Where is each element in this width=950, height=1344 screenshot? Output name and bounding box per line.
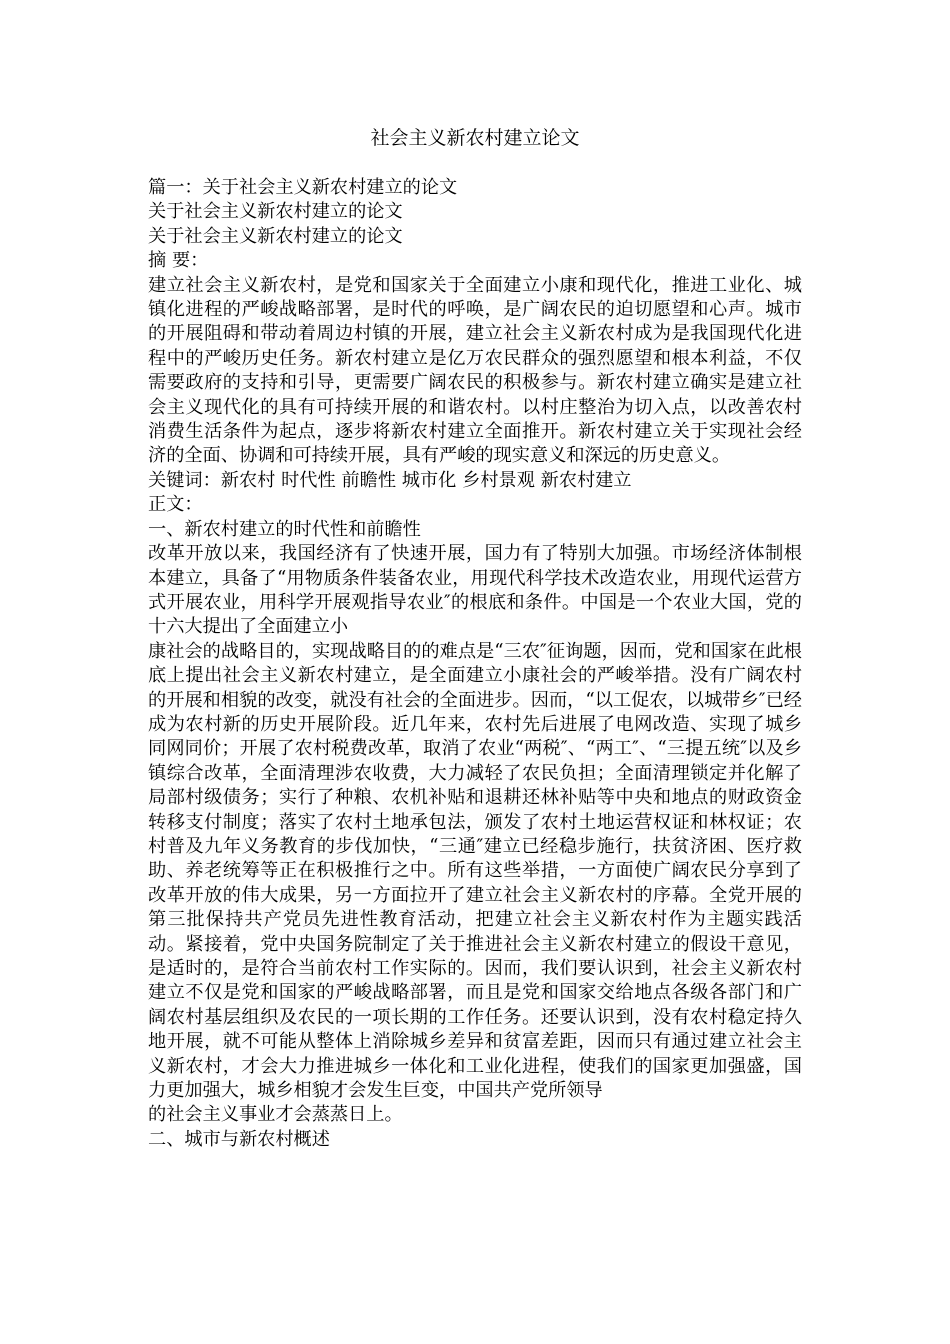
document-body: [148, 176, 802, 1152]
body-paragraph: 的社会主义事业才会蒸蒸日上。: [148, 1104, 403, 1126]
subtitle-line: 关于社会主义新农村建立的论文: [148, 225, 403, 247]
body-paragraph: 康社会的战略目的，实现战略目的的难点是“三农″征询题，因而，党和国家在此根底上提出社会主义新农村建立，是全面建立小康社会的严峻举措。没有广阔农村的开展和相貌的改变，就没有社会的全面进步。因而，“以工促农，以城带乡″已经成为农村新的历史开展阶段。近几年来，农村先后进展了电网改造、实现了城乡同网同价；开展了农村税费改革，取消了农业“两税″、“两工″、“三提五统″以及乡镇综合改革，全面清理涉农收费，大力减轻了农民负担；全面清理锁定并化解了局部村级债务；实行了种粮、农机补贴和退耕还林补贴等中央和地点的财政资金转移支付制度；落实了农村土地承包法，颁发了农村土地运营权证和林权证；农村普及九年义务教育的步伐加快，“三通″建立已经稳步施行，扶贫济困、医疗救助、养老统筹等正在积极推行之中。所有这些举措，一方面使广阔农民分享到了改革开放的伟大成果，另一方面拉开了建立社会主义新农村的序幕。全党开展的第三批保持共产党员先进性教育活动，把建立社会主义新农村作为主题实践活动。紧接着，党中央国务院制定了关于推进社会主义新农村建立的假设干意见，是适时的，是符合当前农村工作实际的。因而，我们要认识到，社会主义新农村建立不仅是党和国家的严峻战略部署，而且是党和国家交给地点各级各部门和广阔农村基层组织及农民的一项长期的工作任务。还要认识到，没有农村稳定持久地开展，就不可能从整体上消除城乡差异和贫富差距，因而只有通过建立社会主义新农村，才会大力推进城乡一体化和工业化进程，使我们的国家更加强盛，国力更加强大，城乡相貌才会发生巨变，中国共产党所领导: [148, 640, 802, 1102]
body-paragraph: 改革开放以来，我国经济有了快速开展，国力有了特别大加强。市场经济体制根本建立，具备了“用物质条件装备农业，用现代科学技术改造农业，用现代运营方式开展农业，用科学开展观指导农业″的根底和条件。中国是一个农业大国，党的十六大提出了全面建立小: [148, 543, 802, 638]
heading-one: 一、新农村建立的时代性和前瞻性: [148, 518, 421, 540]
body-label: 正文：: [148, 494, 203, 516]
abstract-label: 摘 要：: [148, 250, 209, 272]
heading-two: 二、城市与新农村概述: [148, 1128, 330, 1150]
document-title: 社会主义新农村建立论文: [370, 127, 580, 149]
abstract-paragraph: 建立社会主义新农村，是党和国家关于全面建立小康和现代化，推进工业化、城镇化进程的严峻战略部署，是时代的呼唤，是广阔农民的迫切愿望和心声。城市的开展阻碍和带动着周边村镇的开展，建立社会主义新农村成为是我国现代化进程中的严峻历史任务。新农村建立是亿万农民群众的强烈愿望和根本利益，不仅需要政府的支持和引导，更需要广阔农民的积极参与。新农村建立确实是建立社会主义现代化的具有可持续开展的和谐农村。以村庄整治为切入点，以改善农村消费生活条件为起点，逐步将新农村建立全面推开。新农村建立关于实现社会经济的全面、协调和可持续开展，具有严峻的现实意义和深远的历史意义。: [148, 274, 802, 467]
keywords-line: 关键词：新农村 时代性 前瞻性 城市化 乡村景观 新农村建立: [148, 469, 632, 491]
subtitle-line: 关于社会主义新农村建立的论文: [148, 201, 403, 223]
section-heading: 篇一：关于社会主义新农村建立的论文: [148, 177, 458, 198]
